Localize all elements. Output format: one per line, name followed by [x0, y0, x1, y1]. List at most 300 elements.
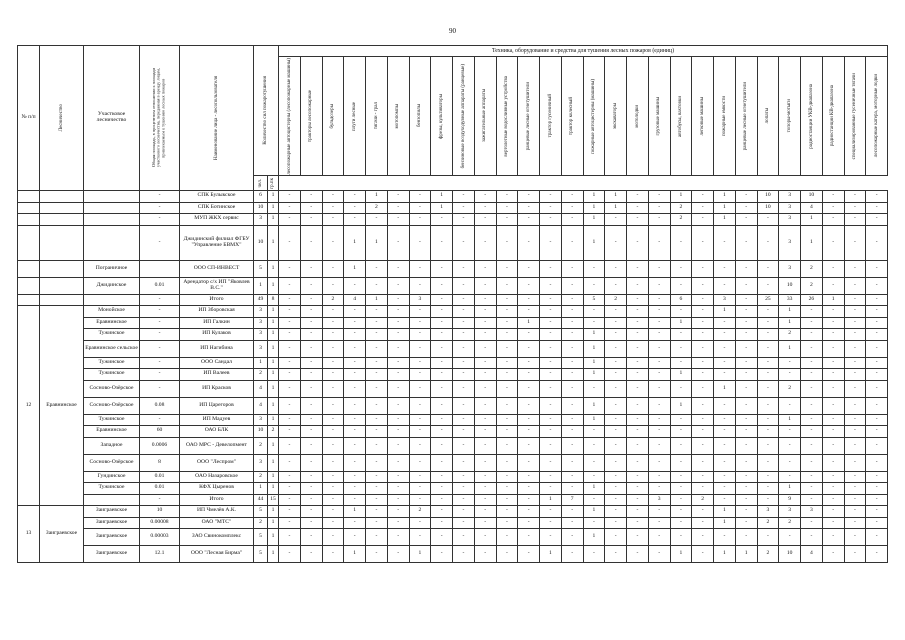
row-equipment-cell: - — [692, 202, 714, 214]
row-equipment-cell: - — [605, 414, 627, 426]
row-equipment-cell: - — [387, 426, 409, 438]
row-equipment-cell: - — [409, 214, 431, 226]
row-equipment-cell: - — [496, 426, 518, 438]
row-equipment-cell: - — [757, 529, 779, 546]
row-district — [40, 225, 84, 260]
row-people: 2 — [254, 437, 268, 454]
row-equipment-cell: - — [822, 471, 844, 483]
row-equipment-cell: - — [366, 546, 388, 563]
table-row — [18, 529, 888, 546]
row-equipment-cell: 2 — [692, 494, 714, 506]
row-equipment-cell: - — [409, 397, 431, 414]
row-area-share: 0.01 — [140, 471, 180, 483]
row-equipment-cell: - — [387, 317, 409, 329]
row-equipment-cell: - — [844, 397, 866, 414]
row-equipment-cell: - — [692, 317, 714, 329]
row-equipment-cell: - — [605, 426, 627, 438]
row-equipment-cell: - — [714, 340, 736, 357]
row-equipment-cell: - — [822, 191, 844, 203]
row-equipment-cell: - — [496, 317, 518, 329]
row-equipment-cell: - — [822, 454, 844, 471]
row-equipment-cell: - — [279, 317, 301, 329]
row-user-name: СПК Булыкское — [180, 191, 254, 203]
row-user-name: ООО "Леспром" — [180, 454, 254, 471]
row-equipment-cell: - — [279, 329, 301, 341]
row-equipment-cell: - — [344, 357, 366, 369]
row-equipment-cell: - — [692, 397, 714, 414]
col-equipment-11: ранцевые лесные огнетушители — [518, 57, 540, 176]
row-equipment-cell: - — [409, 306, 431, 318]
row-local-district: Гундинское — [84, 471, 140, 483]
row-equipment-cell: - — [844, 471, 866, 483]
row-equipment-cell: - — [561, 380, 583, 397]
row-equipment-cell: - — [387, 529, 409, 546]
row-equipment-cell: - — [735, 191, 757, 203]
row-equipment-cell: - — [322, 471, 344, 483]
row-equipment-cell: - — [670, 529, 692, 546]
row-equipment-cell: - — [605, 277, 627, 294]
row-equipment-cell: - — [801, 471, 823, 483]
row-equipment-cell: - — [431, 380, 453, 397]
row-equipment-cell: - — [518, 369, 540, 381]
row-equipment-cell: - — [387, 454, 409, 471]
row-equipment-cell: 1 — [779, 317, 801, 329]
row-equipment-cell: 1 — [583, 191, 605, 203]
row-groups: 1 — [268, 191, 279, 203]
row-equipment-cell: - — [453, 317, 475, 329]
row-equipment-cell: - — [822, 397, 844, 414]
row-groups: 1 — [268, 214, 279, 226]
row-equipment-cell: - — [735, 357, 757, 369]
row-equipment-cell: - — [387, 517, 409, 529]
col-forces-count: Количество сил пожаротушения — [254, 46, 279, 176]
row-people: 3 — [254, 454, 268, 471]
row-equipment-cell: - — [322, 340, 344, 357]
row-people: 6 — [254, 191, 268, 203]
row-equipment-cell: - — [518, 260, 540, 277]
row-equipment-cell: - — [561, 277, 583, 294]
row-people: 44 — [254, 494, 268, 506]
row-equipment-cell: - — [540, 306, 562, 318]
table-row — [18, 317, 888, 329]
row-equipment-cell: - — [844, 357, 866, 369]
row-equipment-cell: - — [648, 260, 670, 277]
row-equipment-cell: - — [692, 437, 714, 454]
row-equipment-cell: - — [714, 369, 736, 381]
row-equipment-cell: - — [387, 277, 409, 294]
row-equipment-cell: - — [866, 414, 888, 426]
row-equipment-cell: - — [692, 529, 714, 546]
row-equipment-cell: - — [801, 483, 823, 495]
row-equipment-cell: - — [409, 202, 431, 214]
row-equipment-cell: - — [279, 471, 301, 483]
row-equipment-cell: - — [714, 357, 736, 369]
row-equipment-cell: 1 — [583, 340, 605, 357]
row-equipment-cell: - — [735, 277, 757, 294]
row-equipment-cell: - — [844, 294, 866, 306]
row-equipment-cell: - — [300, 506, 322, 518]
row-district — [40, 202, 84, 214]
row-equipment-cell: - — [366, 471, 388, 483]
row-people: 49 — [254, 294, 268, 306]
row-equipment-cell: - — [540, 454, 562, 471]
row-local-district: Заиграевское — [84, 506, 140, 518]
row-equipment-cell: - — [692, 454, 714, 471]
row-equipment-cell: - — [714, 397, 736, 414]
row-equipment-cell: - — [279, 426, 301, 438]
row-equipment-cell: - — [409, 529, 431, 546]
row-equipment-cell: - — [822, 202, 844, 214]
row-equipment-cell: - — [648, 277, 670, 294]
row-equipment-cell: - — [714, 529, 736, 546]
row-equipment-cell: - — [844, 529, 866, 546]
row-equipment-cell: - — [540, 380, 562, 397]
row-equipment-cell: - — [409, 277, 431, 294]
row-local-district: Еравнинское — [84, 426, 140, 438]
row-equipment-cell: - — [648, 380, 670, 397]
row-equipment-cell: - — [300, 191, 322, 203]
row-equipment-cell: - — [409, 471, 431, 483]
row-equipment-cell: - — [366, 454, 388, 471]
row-equipment-cell: - — [627, 306, 649, 318]
row-equipment-cell: - — [779, 454, 801, 471]
row-equipment-cell: - — [822, 437, 844, 454]
col-equipment-14: пожарные автоцистерны (машины) — [583, 57, 605, 176]
row-equipment-cell: - — [561, 357, 583, 369]
row-groups: 1 — [268, 340, 279, 357]
row-equipment-cell: - — [344, 426, 366, 438]
row-number: 12 — [18, 306, 40, 506]
row-equipment-cell: - — [453, 546, 475, 563]
row-equipment-cell: - — [496, 191, 518, 203]
col-equipment-2: бульдозеры — [322, 57, 344, 176]
row-equipment-cell: - — [366, 483, 388, 495]
row-equipment-cell: - — [540, 506, 562, 518]
row-equipment-cell: 1 — [583, 506, 605, 518]
row-groups: 1 — [268, 329, 279, 341]
row-equipment-cell: - — [322, 546, 344, 563]
row-equipment-cell: - — [866, 471, 888, 483]
row-equipment-cell: - — [431, 306, 453, 318]
row-number — [18, 225, 40, 260]
row-equipment-cell: - — [300, 517, 322, 529]
row-user-name: ИП Чмелёв А.К. — [180, 506, 254, 518]
row-equipment-cell: - — [409, 414, 431, 426]
row-equipment-cell: - — [279, 397, 301, 414]
row-equipment-cell: - — [474, 506, 496, 518]
row-equipment-cell: - — [692, 329, 714, 341]
row-equipment-cell: - — [344, 414, 366, 426]
row-equipment-cell: - — [561, 454, 583, 471]
row-equipment-cell: - — [366, 397, 388, 414]
row-equipment-cell: - — [431, 506, 453, 518]
row-people: 3 — [254, 306, 268, 318]
row-equipment-cell: - — [801, 529, 823, 546]
row-equipment-cell: - — [801, 426, 823, 438]
row-equipment-cell: - — [409, 454, 431, 471]
row-equipment-cell: - — [518, 517, 540, 529]
row-equipment-cell: - — [561, 214, 583, 226]
row-equipment-cell: - — [518, 340, 540, 357]
row-equipment-cell: - — [627, 294, 649, 306]
row-equipment-cell: - — [714, 260, 736, 277]
row-equipment-cell: 1 — [779, 340, 801, 357]
row-equipment-cell: - — [735, 471, 757, 483]
row-equipment-cell: - — [518, 397, 540, 414]
row-equipment-cell: 1 — [540, 546, 562, 563]
row-equipment-cell: - — [300, 546, 322, 563]
row-equipment-cell: - — [322, 529, 344, 546]
row-equipment-cell: - — [583, 317, 605, 329]
row-equipment-cell: - — [735, 214, 757, 226]
row-equipment-cell: - — [322, 329, 344, 341]
row-equipment-cell: - — [300, 306, 322, 318]
row-equipment-cell: - — [540, 414, 562, 426]
row-equipment-cell: - — [431, 225, 453, 260]
row-equipment-cell: - — [518, 277, 540, 294]
row-equipment-cell: - — [605, 357, 627, 369]
row-number — [18, 214, 40, 226]
row-district: Еравнинское — [40, 306, 84, 506]
row-groups: 1 — [268, 546, 279, 563]
row-equipment-cell: - — [844, 225, 866, 260]
row-equipment-cell: - — [757, 483, 779, 495]
row-equipment-cell: - — [692, 260, 714, 277]
row-equipment-cell: 1 — [431, 202, 453, 214]
row-equipment-cell: - — [735, 426, 757, 438]
row-equipment-cell: - — [670, 357, 692, 369]
row-groups: 1 — [268, 369, 279, 381]
row-equipment-cell: - — [822, 483, 844, 495]
row-equipment-cell: - — [692, 414, 714, 426]
row-equipment-cell: 2 — [757, 517, 779, 529]
table-row — [18, 369, 888, 381]
row-equipment-cell: - — [692, 517, 714, 529]
row-local-district: Еравнинское сельское — [84, 340, 140, 357]
row-equipment-cell: - — [670, 506, 692, 518]
row-equipment-cell: - — [692, 214, 714, 226]
row-equipment-cell: - — [583, 277, 605, 294]
row-equipment-cell: - — [409, 329, 431, 341]
row-equipment-cell: - — [844, 506, 866, 518]
row-equipment-cell: - — [431, 329, 453, 341]
row-user-name: ИП Царегоров — [180, 397, 254, 414]
row-equipment-cell: - — [735, 529, 757, 546]
row-equipment-cell: - — [670, 306, 692, 318]
row-user-name: ОАО БЛК — [180, 426, 254, 438]
row-equipment-cell: - — [801, 454, 823, 471]
row-equipment-cell: - — [583, 494, 605, 506]
row-equipment-cell: - — [605, 306, 627, 318]
row-equipment-cell: - — [409, 380, 431, 397]
row-equipment-cell: - — [801, 369, 823, 381]
row-equipment-cell: - — [431, 426, 453, 438]
row-equipment-cell: - — [387, 214, 409, 226]
row-equipment-cell: - — [605, 340, 627, 357]
row-user-name: ИП Галкин — [180, 317, 254, 329]
row-equipment-cell: 10 — [757, 191, 779, 203]
row-equipment-cell: - — [627, 225, 649, 260]
row-groups: 1 — [268, 306, 279, 318]
row-groups: 1 — [268, 454, 279, 471]
row-equipment-cell: - — [670, 260, 692, 277]
row-equipment-cell: - — [540, 437, 562, 454]
row-equipment-cell: - — [518, 529, 540, 546]
row-equipment-cell: - — [692, 294, 714, 306]
row-equipment-cell: - — [387, 546, 409, 563]
row-equipment-cell: - — [453, 517, 475, 529]
row-equipment-cell: 1 — [670, 369, 692, 381]
row-equipment-cell: - — [540, 225, 562, 260]
row-equipment-cell: - — [474, 414, 496, 426]
row-equipment-cell: - — [670, 340, 692, 357]
col-equipment-5: мотопомпы — [387, 57, 409, 176]
row-equipment-cell: - — [409, 317, 431, 329]
table-row — [18, 277, 888, 294]
row-equipment-cell: - — [409, 483, 431, 495]
row-district — [40, 214, 84, 226]
row-district — [40, 277, 84, 294]
col-equipment-6: бензопилы — [409, 57, 431, 176]
row-equipment-cell: - — [322, 202, 344, 214]
row-people: 5 — [254, 506, 268, 518]
row-equipment-cell: 1 — [670, 317, 692, 329]
row-equipment-cell: - — [474, 380, 496, 397]
row-equipment-cell: - — [692, 357, 714, 369]
row-equipment-cell: - — [735, 437, 757, 454]
col-equipment-24: радиостанции УКВ-диапазона — [801, 57, 823, 176]
row-equipment-cell: - — [844, 483, 866, 495]
row-equipment-cell: - — [561, 329, 583, 341]
row-groups: 1 — [268, 483, 279, 495]
row-equipment-cell: - — [822, 546, 844, 563]
row-equipment-cell: 1 — [583, 414, 605, 426]
row-equipment-cell: - — [735, 506, 757, 518]
row-equipment-cell: - — [387, 471, 409, 483]
row-equipment-cell: - — [605, 506, 627, 518]
row-user-name: КФХ Цыренов — [180, 483, 254, 495]
row-groups: 1 — [268, 277, 279, 294]
row-equipment-cell: - — [279, 506, 301, 518]
row-equipment-cell: 1 — [779, 483, 801, 495]
row-equipment-cell: - — [540, 329, 562, 341]
row-equipment-cell: - — [561, 437, 583, 454]
row-equipment-cell: - — [496, 329, 518, 341]
row-equipment-cell: - — [453, 369, 475, 381]
row-equipment-cell: - — [300, 340, 322, 357]
row-equipment-cell: - — [801, 317, 823, 329]
row-equipment-cell: - — [583, 517, 605, 529]
row-equipment-cell: - — [453, 454, 475, 471]
row-equipment-cell: - — [801, 357, 823, 369]
row-equipment-cell: 1 — [801, 214, 823, 226]
table-row — [18, 397, 888, 414]
row-equipment-cell: - — [322, 369, 344, 381]
row-equipment-cell: - — [409, 517, 431, 529]
row-local-district: Еравнинское — [84, 317, 140, 329]
row-equipment-cell: - — [409, 340, 431, 357]
row-equipment-cell: - — [300, 397, 322, 414]
row-equipment-cell: - — [757, 494, 779, 506]
row-equipment-cell: - — [431, 483, 453, 495]
row-equipment-cell: 1 — [822, 294, 844, 306]
row-equipment-cell: - — [453, 506, 475, 518]
row-equipment-cell: - — [779, 397, 801, 414]
row-equipment-cell: - — [670, 494, 692, 506]
row-equipment-cell: - — [387, 437, 409, 454]
row-equipment-cell: - — [583, 471, 605, 483]
row-equipment-cell: - — [366, 529, 388, 546]
row-people: 3 — [254, 329, 268, 341]
row-equipment-cell: - — [496, 494, 518, 506]
row-equipment-cell: 2 — [801, 260, 823, 277]
row-equipment-cell: - — [366, 306, 388, 318]
row-equipment-cell: - — [344, 214, 366, 226]
row-equipment-cell: - — [583, 306, 605, 318]
row-user-name: ИП Зборовская — [180, 306, 254, 318]
row-area-share: - — [140, 294, 180, 306]
row-area-share: 0.0006 — [140, 437, 180, 454]
table-row — [18, 426, 888, 438]
row-equipment-cell: - — [714, 437, 736, 454]
row-equipment-cell: - — [279, 357, 301, 369]
row-equipment-cell: - — [779, 357, 801, 369]
row-equipment-cell: - — [822, 380, 844, 397]
row-user-name: ИП Нагибина — [180, 340, 254, 357]
row-equipment-cell: - — [866, 494, 888, 506]
row-equipment-cell: - — [605, 483, 627, 495]
col-equipment-4: тягачи - грал — [366, 57, 388, 176]
row-equipment-cell: 5 — [583, 294, 605, 306]
row-equipment-cell: - — [279, 340, 301, 357]
row-equipment-cell: - — [648, 225, 670, 260]
row-equipment-cell: - — [627, 517, 649, 529]
row-equipment-cell: - — [801, 340, 823, 357]
row-equipment-cell: - — [757, 380, 779, 397]
row-equipment-cell: - — [757, 306, 779, 318]
row-equipment-cell: - — [822, 214, 844, 226]
row-equipment-cell: 2 — [779, 517, 801, 529]
row-equipment-cell: - — [366, 426, 388, 438]
row-equipment-cell: - — [474, 202, 496, 214]
row-equipment-cell: - — [518, 329, 540, 341]
row-equipment-cell: - — [670, 380, 692, 397]
row-number — [18, 294, 40, 306]
row-equipment-cell: - — [431, 454, 453, 471]
table-row — [18, 437, 888, 454]
row-equipment-cell: - — [366, 517, 388, 529]
row-equipment-cell: - — [322, 494, 344, 506]
row-area-share — [140, 260, 180, 277]
row-equipment-cell: - — [561, 471, 583, 483]
row-equipment-cell: - — [561, 517, 583, 529]
row-equipment-cell: 3 — [714, 294, 736, 306]
row-equipment-cell: - — [540, 191, 562, 203]
row-equipment-cell: - — [822, 357, 844, 369]
row-equipment-cell: - — [279, 454, 301, 471]
row-equipment-cell: - — [344, 329, 366, 341]
row-equipment-cell: - — [344, 340, 366, 357]
row-equipment-cell: - — [822, 529, 844, 546]
row-equipment-cell: - — [518, 483, 540, 495]
row-equipment-cell: - — [735, 329, 757, 341]
row-equipment-cell: - — [844, 426, 866, 438]
row-equipment-cell: - — [779, 426, 801, 438]
row-user-name: СПК Ботинское — [180, 202, 254, 214]
row-equipment-cell: 7 — [561, 494, 583, 506]
col-equipment-3: плуги лесные — [344, 57, 366, 176]
row-equipment-cell: - — [670, 277, 692, 294]
